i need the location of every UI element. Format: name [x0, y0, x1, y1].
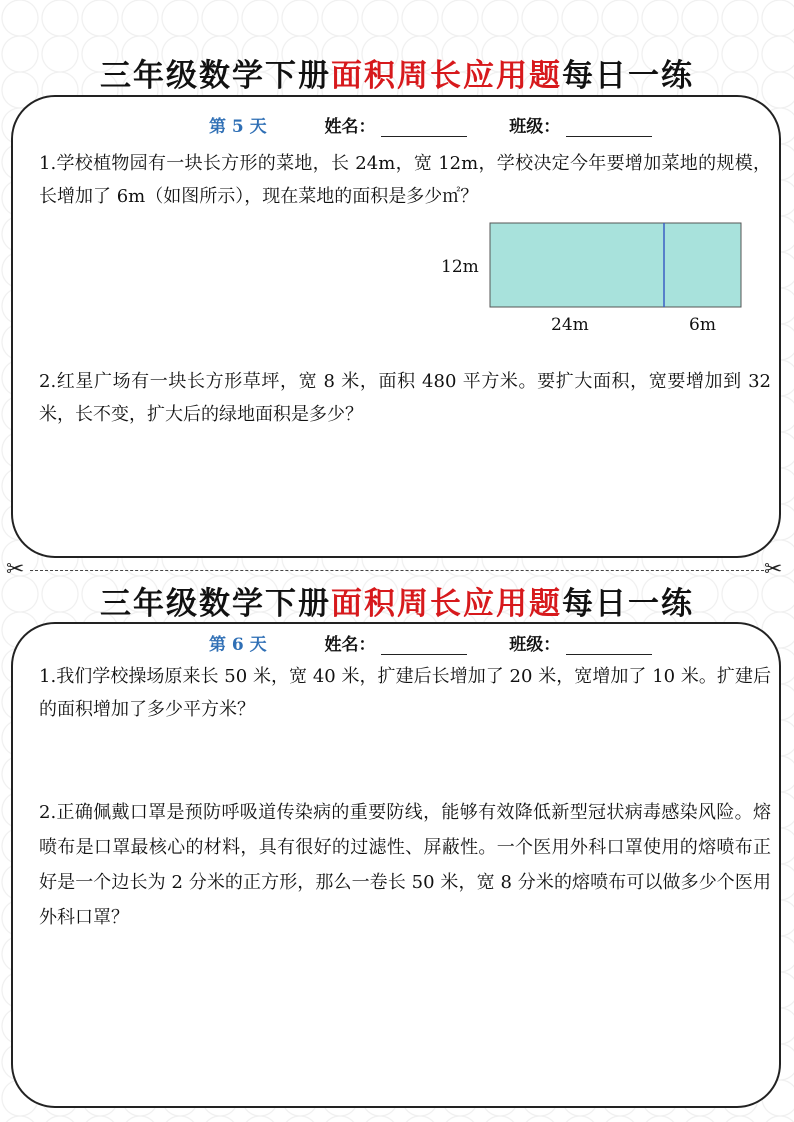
question-1: 1.学校植物园有一块长方形的菜地，长 24m，宽 12m，学校决定今年要增加菜地的规模，长增加了 6m（如图所示），现在菜地的面积是多少㎡？	[39, 153, 771, 207]
title-prefix: 三年级数学下册	[100, 586, 331, 622]
name-label: 姓名：	[324, 635, 376, 655]
worksheet-2-title	[0, 578, 794, 623]
worksheet-1-title	[0, 50, 794, 95]
header-row	[209, 112, 652, 137]
worksheet-1-card	[11, 95, 781, 558]
title-suffix: 每日一练	[562, 58, 694, 94]
height-label: 12m	[441, 257, 479, 277]
cut-line	[30, 570, 764, 571]
extra-length-label: 6m	[689, 315, 716, 335]
title-suffix: 每日一练	[562, 586, 694, 622]
question-2: 2.正确佩戴口罩是预防呼吸道传染病的重要防线，能够有效降低新型冠状病毒感染风险。熔喷布是口罩最核心的材料，具有很好的过滤性、屏蔽性。一个医用外科口罩使用的熔喷布正好是一个边长为 2 分米的正方形，那么一卷长 50 米，宽 8 分米的熔喷布可以做多少个医用外科口罩？	[39, 802, 771, 928]
worksheet-2-card	[11, 622, 781, 1108]
scissors-left-icon: ✂	[6, 557, 25, 582]
name-label: 姓名：	[324, 117, 376, 137]
class-blank[interactable]	[566, 118, 652, 137]
length-label: 24m	[551, 315, 589, 335]
header-row	[209, 630, 652, 655]
title-prefix: 三年级数学下册	[100, 58, 331, 94]
garden-diagram	[489, 222, 744, 310]
scissors-right-icon: ✂	[764, 557, 783, 582]
class-label: 班级：	[509, 117, 561, 137]
name-blank[interactable]	[381, 636, 467, 655]
question-2: 2.红星广场有一块长方形草坪，宽 8 米，面积 480 平方米。要扩大面积，宽要增加到 32 米，长不变，扩大后的绿地面积是多少？	[39, 371, 771, 425]
title-highlight: 面积周长应用题	[331, 58, 562, 94]
question-1: 1.我们学校操场原来长 50 米，宽 40 米，扩建后长增加了 20 米，宽增加了 10 米。扩建后的面积增加了多少平方米？	[39, 666, 771, 720]
class-label: 班级：	[509, 635, 561, 655]
extension-plot	[664, 223, 741, 307]
day-label: 第 5 天	[209, 117, 267, 137]
class-blank[interactable]	[566, 636, 652, 655]
name-blank[interactable]	[381, 118, 467, 137]
original-plot	[490, 223, 664, 307]
title-highlight: 面积周长应用题	[331, 586, 562, 622]
day-label: 第 6 天	[209, 635, 267, 655]
